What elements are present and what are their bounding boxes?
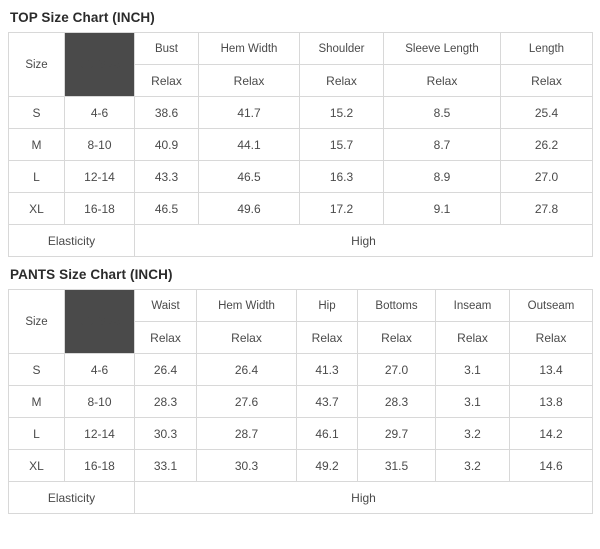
cell-value: 30.3 <box>197 450 297 482</box>
cell-size: XL <box>9 450 65 482</box>
cell-size: L <box>9 418 65 450</box>
subheader-relax: Relax <box>358 322 436 354</box>
cell-value: 3.1 <box>436 386 510 418</box>
cell-size: S <box>9 354 65 386</box>
cell-us-size: 16-18 <box>65 193 135 225</box>
cell-value: 44.1 <box>199 129 300 161</box>
cell-value: 3.1 <box>436 354 510 386</box>
cell-value: 27.0 <box>501 161 593 193</box>
cell-value: 41.7 <box>199 97 300 129</box>
header-size: Size <box>9 33 65 97</box>
cell-value: 13.4 <box>510 354 593 386</box>
table-row <box>9 386 593 418</box>
elasticity-label: Elasticity <box>9 225 135 257</box>
table-header-row <box>9 290 593 322</box>
pants-size-chart-table <box>8 289 593 514</box>
cell-value: 15.7 <box>300 129 384 161</box>
header-measure: Inseam <box>436 290 510 322</box>
cell-value: 26.4 <box>197 354 297 386</box>
cell-us-size: 16-18 <box>65 450 135 482</box>
cell-value: 8.9 <box>384 161 501 193</box>
cell-size: M <box>9 386 65 418</box>
header-measure: Waist <box>135 290 197 322</box>
table-row <box>9 450 593 482</box>
cell-value: 46.1 <box>297 418 358 450</box>
cell-value: 43.3 <box>135 161 199 193</box>
header-size: Size <box>9 290 65 354</box>
cell-value: 17.2 <box>300 193 384 225</box>
top-chart-title: TOP Size Chart (INCH) <box>10 10 155 25</box>
cell-value: 16.3 <box>300 161 384 193</box>
cell-value: 41.3 <box>297 354 358 386</box>
elasticity-label: Elasticity <box>9 482 135 514</box>
cell-us-size: 8-10 <box>65 386 135 418</box>
table-row <box>9 193 593 225</box>
table-row <box>9 97 593 129</box>
header-measure: Hip <box>297 290 358 322</box>
cell-us-size: 8-10 <box>65 129 135 161</box>
cell-value: 8.5 <box>384 97 501 129</box>
cell-value: 14.6 <box>510 450 593 482</box>
cell-value: 49.2 <box>297 450 358 482</box>
cell-value: 43.7 <box>297 386 358 418</box>
cell-value: 27.0 <box>358 354 436 386</box>
subheader-relax: Relax <box>384 65 501 97</box>
cell-value: 27.6 <box>197 386 297 418</box>
cell-value: 8.7 <box>384 129 501 161</box>
elasticity-row <box>9 225 593 257</box>
cell-value: 38.6 <box>135 97 199 129</box>
cell-value: 49.6 <box>199 193 300 225</box>
header-measure: Shoulder <box>300 33 384 65</box>
cell-size: S <box>9 97 65 129</box>
cell-value: 15.2 <box>300 97 384 129</box>
cell-value: 3.2 <box>436 418 510 450</box>
header-measure: Outseam <box>510 290 593 322</box>
elasticity-value: High <box>135 482 593 514</box>
table-row <box>9 354 593 386</box>
cell-value: 3.2 <box>436 450 510 482</box>
cell-value: 13.8 <box>510 386 593 418</box>
cell-value: 46.5 <box>199 161 300 193</box>
subheader-relax: Relax <box>297 322 358 354</box>
cell-value: 46.5 <box>135 193 199 225</box>
header-measure: Hem Width <box>197 290 297 322</box>
top-size-chart-table <box>8 32 593 257</box>
cell-size: XL <box>9 193 65 225</box>
subheader-relax: Relax <box>197 322 297 354</box>
header-us-size: US Size <box>65 290 135 354</box>
cell-value: 28.3 <box>135 386 197 418</box>
cell-value: 40.9 <box>135 129 199 161</box>
cell-value: 30.3 <box>135 418 197 450</box>
cell-value: 26.2 <box>501 129 593 161</box>
subheader-relax: Relax <box>199 65 300 97</box>
header-measure: Sleeve Length <box>384 33 501 65</box>
cell-us-size: 4-6 <box>65 354 135 386</box>
subheader-relax: Relax <box>510 322 593 354</box>
cell-value: 27.8 <box>501 193 593 225</box>
table-row <box>9 129 593 161</box>
subheader-relax: Relax <box>501 65 593 97</box>
header-measure: Length <box>501 33 593 65</box>
table-header-row <box>9 33 593 65</box>
header-measure: Hem Width <box>199 33 300 65</box>
cell-value: 28.7 <box>197 418 297 450</box>
table-row <box>9 161 593 193</box>
cell-value: 9.1 <box>384 193 501 225</box>
cell-value: 31.5 <box>358 450 436 482</box>
subheader-relax: Relax <box>135 322 197 354</box>
cell-value: 25.4 <box>501 97 593 129</box>
cell-size: L <box>9 161 65 193</box>
cell-us-size: 4-6 <box>65 97 135 129</box>
subheader-relax: Relax <box>436 322 510 354</box>
section-spacer <box>8 257 592 265</box>
cell-us-size: 12-14 <box>65 161 135 193</box>
pants-chart-title: PANTS Size Chart (INCH) <box>10 267 173 282</box>
cell-us-size: 12-14 <box>65 418 135 450</box>
header-measure: Bust <box>135 33 199 65</box>
table-row <box>9 418 593 450</box>
cell-size: M <box>9 129 65 161</box>
header-us-size: US Size <box>65 33 135 97</box>
cell-value: 33.1 <box>135 450 197 482</box>
cell-value: 29.7 <box>358 418 436 450</box>
cell-value: 28.3 <box>358 386 436 418</box>
cell-value: 14.2 <box>510 418 593 450</box>
elasticity-row <box>9 482 593 514</box>
elasticity-value: High <box>135 225 593 257</box>
subheader-relax: Relax <box>135 65 199 97</box>
cell-value: 26.4 <box>135 354 197 386</box>
subheader-relax: Relax <box>300 65 384 97</box>
header-measure: Bottoms <box>358 290 436 322</box>
